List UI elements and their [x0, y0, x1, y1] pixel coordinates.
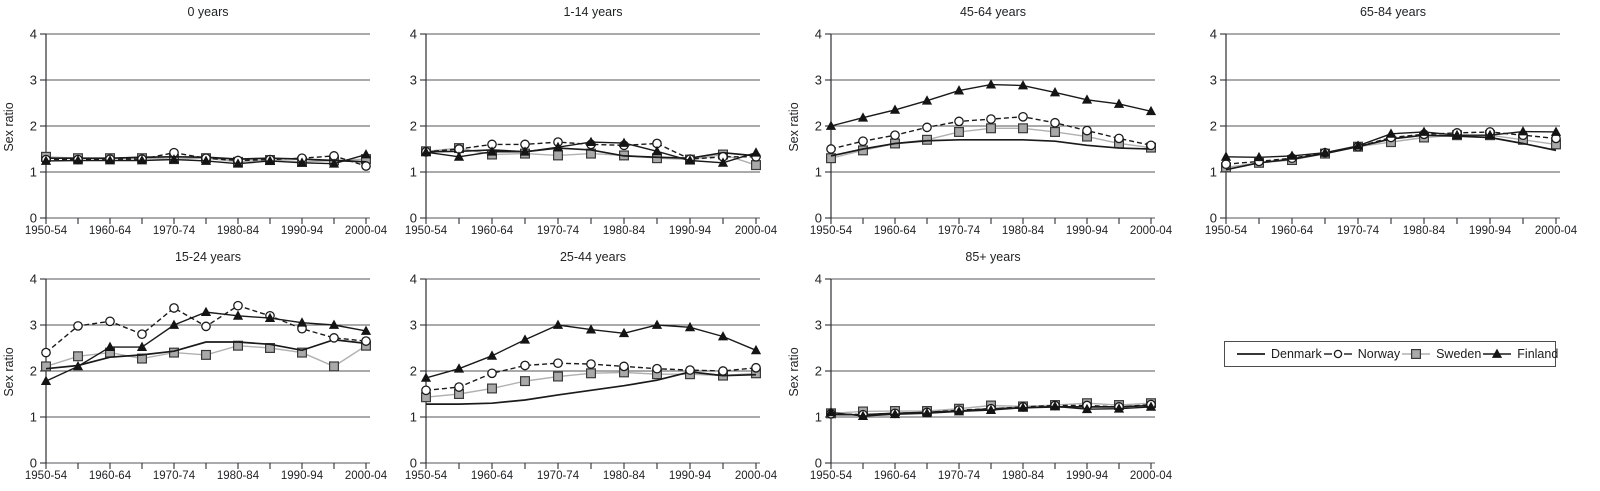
chart-panel-15-24-years	[0, 245, 390, 491]
y-tick-label: 0	[814, 455, 822, 471]
y-tick-label: 3	[1209, 72, 1217, 88]
sweden-square-marker	[202, 351, 211, 360]
norway-circle-marker	[1222, 160, 1230, 168]
x-tick-label: 1950-54	[809, 225, 853, 237]
finland-triangle-marker	[487, 350, 497, 359]
finland-triangle-marker	[520, 334, 530, 343]
y-tick-label: 2	[29, 118, 37, 134]
x-tick-label: 1970-74	[536, 470, 580, 482]
sweden-square-marker	[1051, 128, 1060, 137]
x-tick-label: 2000-04	[1534, 225, 1578, 237]
y-tick-label: 0	[29, 210, 37, 226]
norway-circle-marker	[202, 322, 210, 330]
y-axis-label: Sex ratio	[787, 347, 801, 397]
sweden-square-marker	[554, 151, 563, 160]
y-tick-label: 3	[409, 317, 417, 333]
y-tick-label: 3	[409, 72, 417, 88]
finland-triangle-marker	[41, 376, 51, 385]
sweden-square-marker	[521, 377, 530, 386]
norway-circle-marker	[891, 131, 899, 139]
denmark-legend-sample-icon	[1235, 347, 1267, 361]
panel-title: 0 years	[187, 5, 229, 19]
x-tick-label: 1990-94	[1468, 225, 1512, 237]
y-tick-label: 1	[1209, 164, 1217, 180]
y-tick-label: 1	[409, 164, 417, 180]
legend-item-denmark	[1235, 347, 1322, 361]
x-tick-label: 1980-84	[1402, 225, 1446, 237]
chart-canvas	[785, 0, 1185, 246]
x-tick-label: 1970-74	[536, 225, 580, 237]
x-tick-label: 1950-54	[404, 470, 448, 482]
norway-circle-marker	[1051, 119, 1059, 127]
y-tick-label: 4	[814, 26, 822, 42]
legend-box	[1224, 341, 1559, 367]
norway-circle-marker	[362, 162, 370, 170]
y-tick-label: 3	[814, 72, 822, 88]
norway-circle-marker	[653, 365, 661, 373]
norway-circle-marker	[587, 360, 595, 368]
norway-circle-marker	[554, 359, 562, 367]
x-tick-label: 1990-94	[1065, 470, 1109, 482]
norway-circle-marker	[106, 317, 114, 325]
x-tick-label: 1980-84	[602, 225, 646, 237]
x-tick-label: 1960-64	[470, 225, 514, 237]
sweden-square-marker	[74, 352, 83, 361]
legend-label: Denmark	[1271, 347, 1322, 361]
finland-series	[41, 307, 371, 385]
x-tick-label: 2000-04	[344, 470, 388, 482]
legend-item-sweden	[1400, 347, 1481, 361]
x-tick-label: 1950-54	[1204, 225, 1248, 237]
norway-circle-marker	[686, 366, 694, 374]
x-tick-label: 1960-64	[470, 470, 514, 482]
y-tick-label: 3	[29, 317, 37, 333]
sweden-series	[827, 124, 1156, 163]
finland-triangle-marker	[652, 320, 662, 329]
norway-circle-marker	[923, 123, 931, 131]
x-tick-label: 2000-04	[734, 470, 778, 482]
y-tick-label: 4	[409, 271, 417, 287]
norway-circle-marker	[362, 337, 370, 345]
y-tick-label: 4	[29, 271, 37, 287]
x-tick-label: 1960-64	[873, 225, 917, 237]
norway-circle-marker	[422, 386, 430, 394]
x-tick-label: 1970-74	[1336, 225, 1380, 237]
panel-title: 25-44 years	[559, 250, 627, 264]
legend-label: Finland	[1517, 347, 1559, 361]
y-axis-label: Sex ratio	[2, 102, 16, 152]
chart-panel-1-14-years	[390, 0, 785, 245]
x-tick-label: 1960-64	[1270, 225, 1314, 237]
x-tick-label: 1960-64	[873, 470, 917, 482]
legend-label: Norway	[1357, 347, 1401, 361]
norway-circle-marker	[752, 364, 760, 372]
x-tick-label: 1950-54	[404, 225, 448, 237]
x-tick-label: 2000-04	[1129, 225, 1173, 237]
y-tick-label: 0	[814, 210, 822, 226]
denmark-line	[831, 140, 1151, 156]
norway-circle-marker	[987, 115, 995, 123]
chart-panel-85plus-years	[785, 245, 1190, 491]
norway-legend-sample-icon	[1322, 347, 1354, 361]
panel-title: 65-84 years	[1359, 5, 1427, 19]
finland-legend-sample-icon	[1481, 347, 1513, 361]
y-tick-label: 2	[409, 363, 417, 379]
y-tick-label: 1	[814, 164, 822, 180]
sweden-square-marker	[42, 362, 51, 371]
y-tick-label: 1	[814, 409, 822, 425]
x-tick-label: 1970-74	[152, 470, 196, 482]
norway-circle-marker	[1147, 141, 1155, 149]
x-tick-label: 1990-94	[1065, 225, 1109, 237]
finland-triangle-marker	[137, 342, 147, 351]
y-tick-label: 1	[29, 164, 37, 180]
denmark-series	[831, 140, 1151, 156]
x-tick-label: 1980-84	[1001, 470, 1045, 482]
y-tick-label: 1	[29, 409, 37, 425]
sweden-square-marker	[330, 362, 339, 371]
norway-circle-marker	[827, 145, 835, 153]
y-tick-label: 0	[1209, 210, 1217, 226]
sweden-series	[422, 368, 761, 402]
y-tick-label: 0	[409, 455, 417, 471]
sweden-square-marker	[987, 124, 996, 133]
sweden-square-marker	[752, 161, 761, 170]
chart-panel-65-84-years	[1190, 0, 1600, 245]
finland-triangle-marker	[201, 307, 211, 316]
norway-circle-marker	[719, 367, 727, 375]
y-tick-label: 4	[409, 26, 417, 42]
norway-circle-marker	[488, 369, 496, 377]
chart-canvas	[390, 0, 790, 246]
chart-panel-25-44-years	[390, 245, 785, 491]
finland-triangle-marker	[1518, 126, 1528, 135]
sweden-series	[42, 341, 371, 371]
finland-triangle-marker	[1221, 151, 1231, 160]
x-tick-label: 1970-74	[152, 225, 196, 237]
finland-triangle-marker	[751, 147, 761, 156]
y-tick-label: 0	[409, 210, 417, 226]
x-tick-label: 1980-84	[602, 470, 646, 482]
sweden-square-marker	[554, 372, 563, 381]
norway-circle-marker	[1083, 126, 1091, 134]
y-tick-label: 4	[29, 26, 37, 42]
x-tick-label: 1950-54	[24, 225, 68, 237]
finland-triangle-marker	[105, 342, 115, 351]
finland-triangle-marker	[1551, 127, 1561, 136]
norway-circle-marker	[234, 301, 242, 309]
norway-circle-marker	[1115, 134, 1123, 142]
y-tick-label: 4	[814, 271, 822, 287]
y-tick-label: 3	[814, 317, 822, 333]
x-tick-label: 1980-84	[216, 470, 260, 482]
norway-circle-marker	[955, 117, 963, 125]
norway-circle-marker	[42, 348, 50, 356]
sweden-square-marker	[1019, 124, 1028, 133]
y-tick-label: 4	[1209, 26, 1217, 42]
finland-triangle-marker	[986, 79, 996, 88]
norway-circle-marker	[620, 362, 628, 370]
y-tick-label: 3	[29, 72, 37, 88]
x-tick-label: 1990-94	[280, 470, 324, 482]
y-tick-label: 2	[29, 363, 37, 379]
y-tick-label: 2	[1209, 118, 1217, 134]
legend-label: Sweden	[1436, 347, 1482, 361]
chart-canvas	[785, 245, 1185, 491]
sweden-square-marker	[955, 128, 964, 137]
y-tick-label: 2	[409, 118, 417, 134]
legend-item-finland	[1481, 347, 1558, 361]
x-tick-label: 2000-04	[344, 225, 388, 237]
x-tick-label: 1990-94	[668, 225, 712, 237]
norway-circle-marker	[170, 304, 178, 312]
norway-circle-marker	[74, 322, 82, 330]
x-tick-label: 1960-64	[88, 470, 132, 482]
x-tick-label: 1950-54	[809, 470, 853, 482]
y-axis-label: Sex ratio	[787, 102, 801, 152]
x-tick-label: 2000-04	[1129, 470, 1173, 482]
legend-item-norway	[1322, 347, 1400, 361]
panel-title: 1-14 years	[563, 5, 623, 19]
x-tick-label: 2000-04	[734, 225, 778, 237]
norway-circle-marker	[1019, 113, 1027, 121]
chart-panel-0-years	[0, 0, 390, 245]
y-tick-label: 1	[409, 409, 417, 425]
finland-triangle-marker	[361, 149, 371, 158]
x-tick-label: 1960-64	[88, 225, 132, 237]
x-tick-label: 1990-94	[280, 225, 324, 237]
y-tick-label: 2	[814, 118, 822, 134]
y-tick-label: 2	[814, 363, 822, 379]
y-axis-label: Sex ratio	[2, 347, 16, 397]
finland-triangle-marker	[553, 320, 563, 329]
chart-canvas	[390, 245, 790, 491]
sweden-square-marker	[587, 369, 596, 378]
x-tick-label: 1950-54	[24, 470, 68, 482]
chart-canvas	[0, 0, 400, 246]
y-tick-label: 0	[29, 455, 37, 471]
panel-title: 15-24 years	[174, 250, 242, 264]
chart-canvas	[0, 245, 400, 491]
x-tick-label: 1980-84	[216, 225, 260, 237]
chart-panel-45-64-years	[785, 0, 1190, 245]
chart-canvas	[1190, 0, 1590, 246]
norway-circle-marker	[859, 137, 867, 145]
norway-circle-marker	[521, 361, 529, 369]
sweden-square-marker	[488, 384, 497, 393]
panel-title: 85+ years	[965, 250, 1021, 264]
sweden-legend-sample-icon	[1400, 347, 1432, 361]
x-tick-label: 1970-74	[937, 225, 981, 237]
x-tick-label: 1990-94	[668, 470, 712, 482]
x-tick-label: 1970-74	[937, 470, 981, 482]
norway-circle-marker	[138, 330, 146, 338]
legend-cell	[1190, 245, 1600, 491]
x-tick-label: 1980-84	[1001, 225, 1045, 237]
norway-circle-marker	[455, 383, 463, 391]
norway-circle-marker	[330, 334, 338, 342]
panel-title: 45-64 years	[959, 5, 1027, 19]
